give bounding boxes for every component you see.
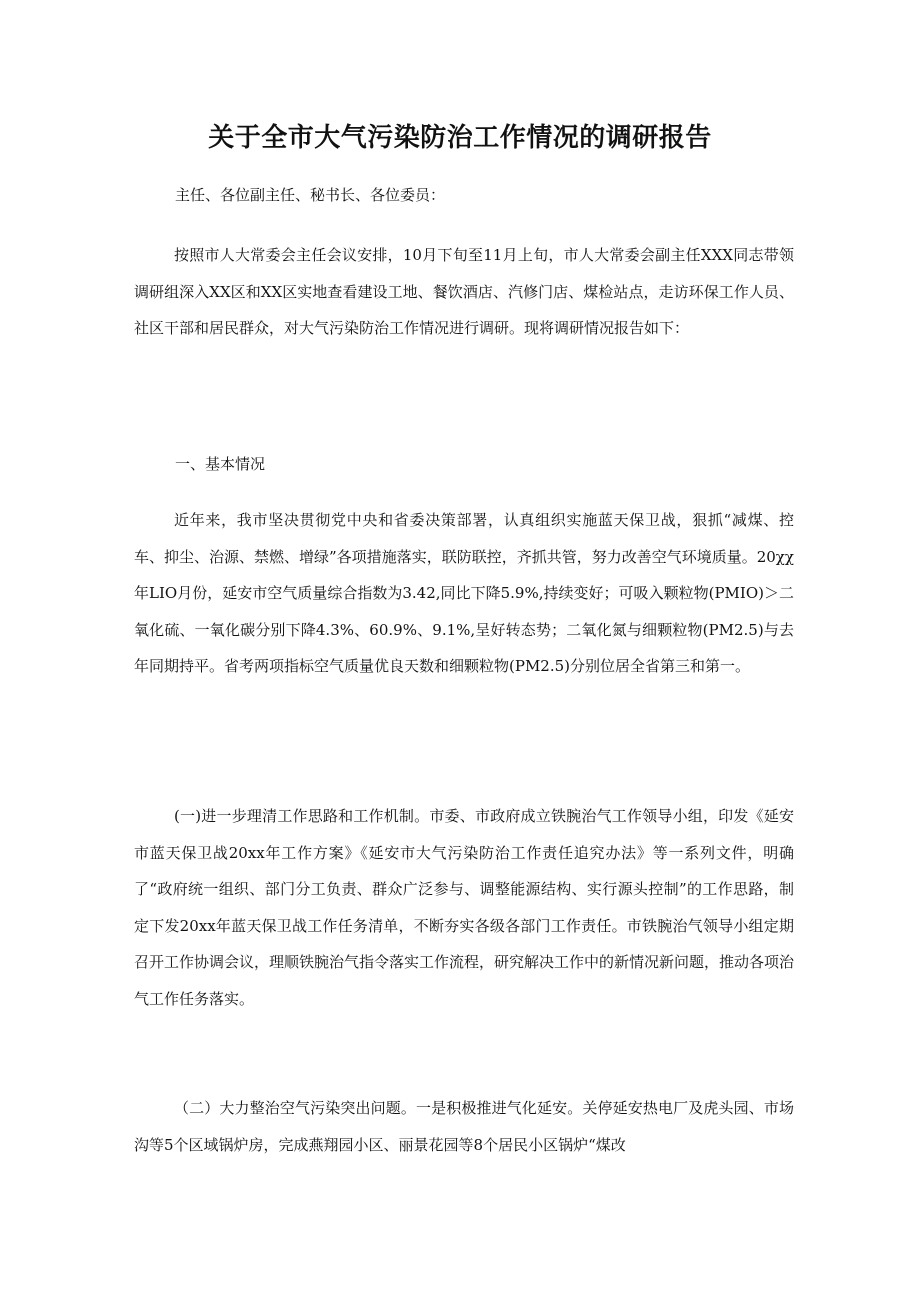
paragraph-recent-years: 近年来，我市坚决贯彻党中央和省委决策部署，认真组织实施蓝天保卫战，狠抓“减煤、控车、抑尘、治源、禁燃、增绿”各项措施落实，联防联控，齐抓共管，努力改善空气环境质量。20χχ年LIO月份，延安市空气质量综合指数为3.42,同比下降5.9%,持续变好；可吸入颗粒物(PMIO)＞二氧化硫、一氧化碳分别下降4.3%、60.9%、9.1%,呈好转态势；二氧化氮与细颗粒物(PM2.5)与去年同期持平。省考两项指标空气质量优良天数和细颗粒物(PM2.5)分别位居全省第三和第一。 <box>134 511 794 676</box>
paragraph-item-one: (一)进一步理清工作思路和工作机制。市委、市政府成立铁腕治气工作领导小组，印发《延安市蓝天保卫战20xx年工作方案》《延安市大气污染防治工作责任追究办法》等一系列文件，明确了“政府统一组织、部门分工负责、群众广泛参与、调整能源结构、实行源头控制”的工作思路，制定下发20xx年蓝天保卫战工作任务清单，不断夯实各级各部门工作责任。市铁腕治气领导小组定期召开工作协调会议，理顺铁腕治气指令落实工作流程，研究解决工作中的新情况新问题，推动各项治气工作任务落实。 <box>134 807 795 1008</box>
section-heading-basic: 一、基本情况 <box>175 455 266 473</box>
salutation: 主任、各位副主任、秘书长、各位委员： <box>175 186 446 204</box>
document-title: 关于全市大气污染防治工作情况的调研报告 <box>208 123 712 153</box>
paragraph-intro: 按照市人大常委会主任会议安排，10月下旬至11月上旬，市人大常委会副主任XXX同志带领调研组深入XX区和XX区实地查看建设工地、餐饮酒店、汽修门店、煤检站点，走访环保工作人员、社区干部和居民群众，对大气污染防治工作情况进行调研。现将调研情况报告如下： <box>134 246 794 338</box>
paragraph-item-two: （二）大力整治空气污染突出问题。一是积极推进气化延安。关停延安热电厂及虎头园、市场沟等5个区域锅炉房，完成燕翔园小区、丽景花园等8个居民小区锅炉“煤改 <box>134 1099 794 1154</box>
